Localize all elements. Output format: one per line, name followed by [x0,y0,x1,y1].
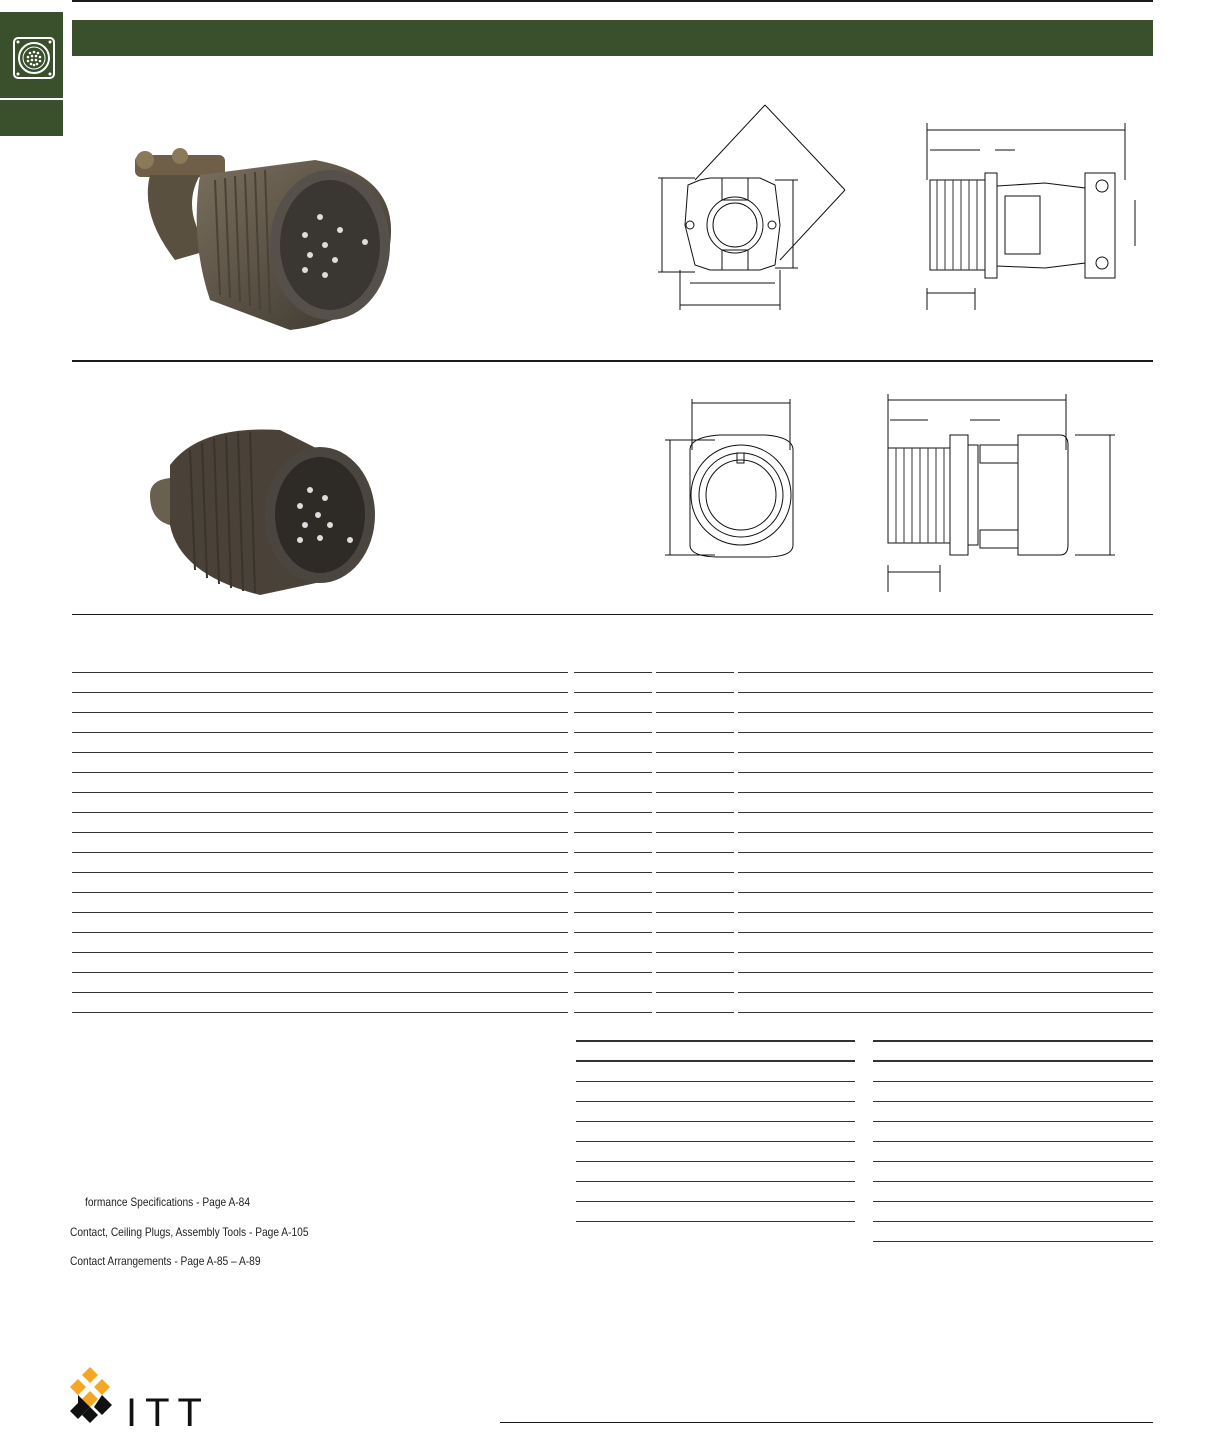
table-row [72,752,1153,753]
table-row [72,892,1153,893]
logo-text: ITT [126,1391,210,1435]
performance-specs-link[interactable]: formance Specifications - Page A-84 [85,1195,250,1209]
table-row [72,992,1153,993]
table-row [72,872,1153,873]
top-rule [72,0,1153,2]
table-row [72,952,1153,953]
accessory-table-left [576,1040,855,1224]
table-row [72,792,1153,793]
table-row [72,912,1153,913]
table-row [72,772,1153,773]
ordering-table [72,672,1153,1014]
side-section-tab [0,100,63,136]
side-view-drawing-1 [905,118,1155,318]
table-row [72,672,1153,673]
section-title-banner [72,20,1153,56]
connector-photo-1 [110,120,430,340]
contact-arrangements-link[interactable]: Contact Arrangements - Page A-85 – A-89 [70,1254,261,1268]
itt-logo [68,1365,208,1437]
connector-photo-2 [140,410,390,600]
contacts-tools-link[interactable]: Contact, Ceiling Plugs, Assembly Tools - Page A-105 [70,1225,309,1239]
side-category-block [0,12,63,98]
table-row [72,1012,1153,1013]
front-view-drawing-1 [650,100,860,315]
table-top-rule [72,614,1153,615]
table-row [72,732,1153,733]
section-divider [72,360,1153,362]
side-view-drawing-2 [870,390,1120,600]
table-row [72,692,1153,693]
table-row [72,932,1153,933]
connector-face-icon [0,12,63,98]
table-row [72,712,1153,713]
accessory-table-right [873,1040,1153,1244]
front-view-drawing-2 [660,395,810,565]
table-row [72,812,1153,813]
table-row [72,852,1153,853]
table-row [72,832,1153,833]
table-row [72,972,1153,973]
footer-rule [500,1422,1153,1423]
